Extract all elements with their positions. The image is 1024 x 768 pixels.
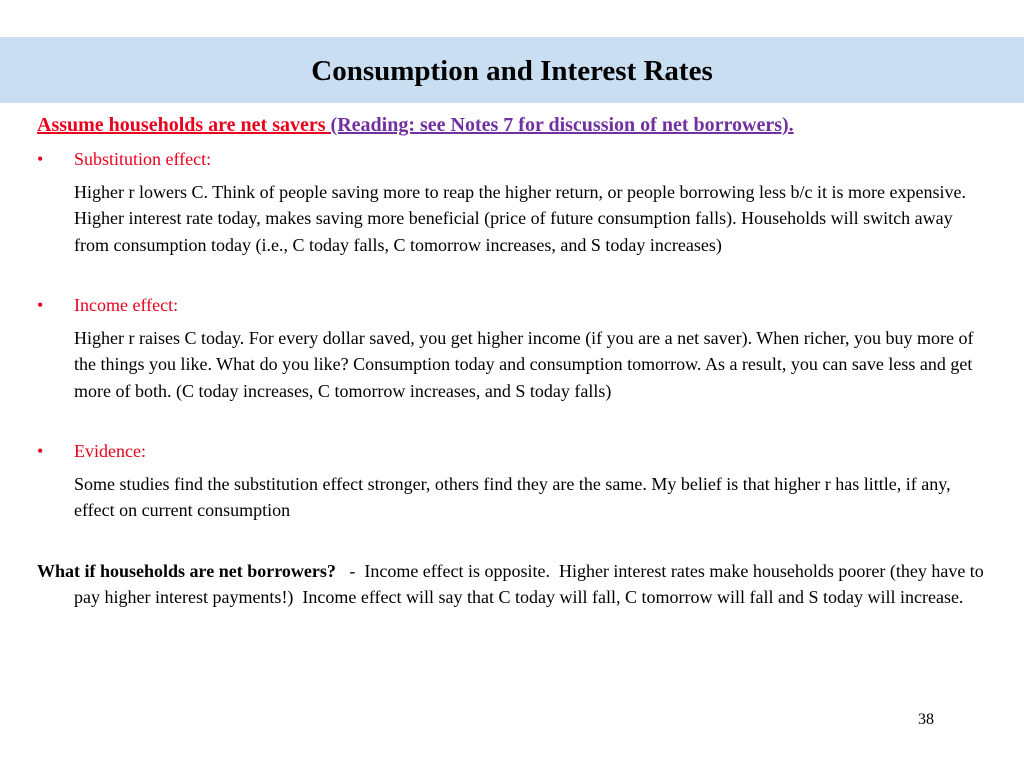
evidence-text: Some studies find the substitution effect stronger, others find they are the same. My belief is that higher r has little, if any, effect on current consumption xyxy=(74,473,951,520)
net-borrowers-question: What if households are net borrowers? xyxy=(37,560,336,581)
net-borrowers-paragraph xyxy=(37,558,987,611)
page-number: 38 xyxy=(918,711,934,728)
slide-title: Consumption and Interest Rates xyxy=(311,54,713,87)
bullet-heading: Evidence: xyxy=(74,441,146,461)
bullet-heading: Income effect: xyxy=(74,295,179,315)
bullet-marker: • xyxy=(37,149,44,169)
bullet-marker: • xyxy=(37,441,44,461)
substitution-effect-text: Higher r lowers C. Think of people saving more to reap the higher return, or people borrowing less b/c it is more expensive. Higher interest rate today, makes saving more beneficial (price of future consumption falls). Households will switch away from consumption today (i.e., C today falls, C tomorrow increases, and S today increases) xyxy=(74,181,966,255)
bullet-marker: • xyxy=(37,295,44,315)
intro-line xyxy=(37,111,987,140)
bullet-heading: Substitution effect: xyxy=(74,149,212,169)
title-bar xyxy=(0,37,1024,103)
intro-assumption: Assume households are net savers xyxy=(37,114,331,136)
intro-reading-note: (Reading: see Notes 7 for discussion of net borrowers). xyxy=(330,114,794,136)
slide-content xyxy=(37,111,987,611)
net-borrowers-answer: - Income effect is opposite. Higher interest rates make households poorer (they have to pay higher interest payments!) Income effect will say that C today will fall, C tomorrow will fall and S today will increase. xyxy=(74,560,989,607)
income-effect-text: Higher r raises C today. For every dollar saved, you get higher income (if you are a net saver). When richer, you buy more of the things you like. What do you like? Consumption today and consumption tomorrow. As a result, you can save less and get more of both. (C today increases, C tomorrow increases, and S today falls) xyxy=(74,327,974,401)
bullet-income-effect xyxy=(37,292,987,319)
bullet-substitution-effect xyxy=(37,146,987,173)
bullet-evidence xyxy=(37,438,987,465)
